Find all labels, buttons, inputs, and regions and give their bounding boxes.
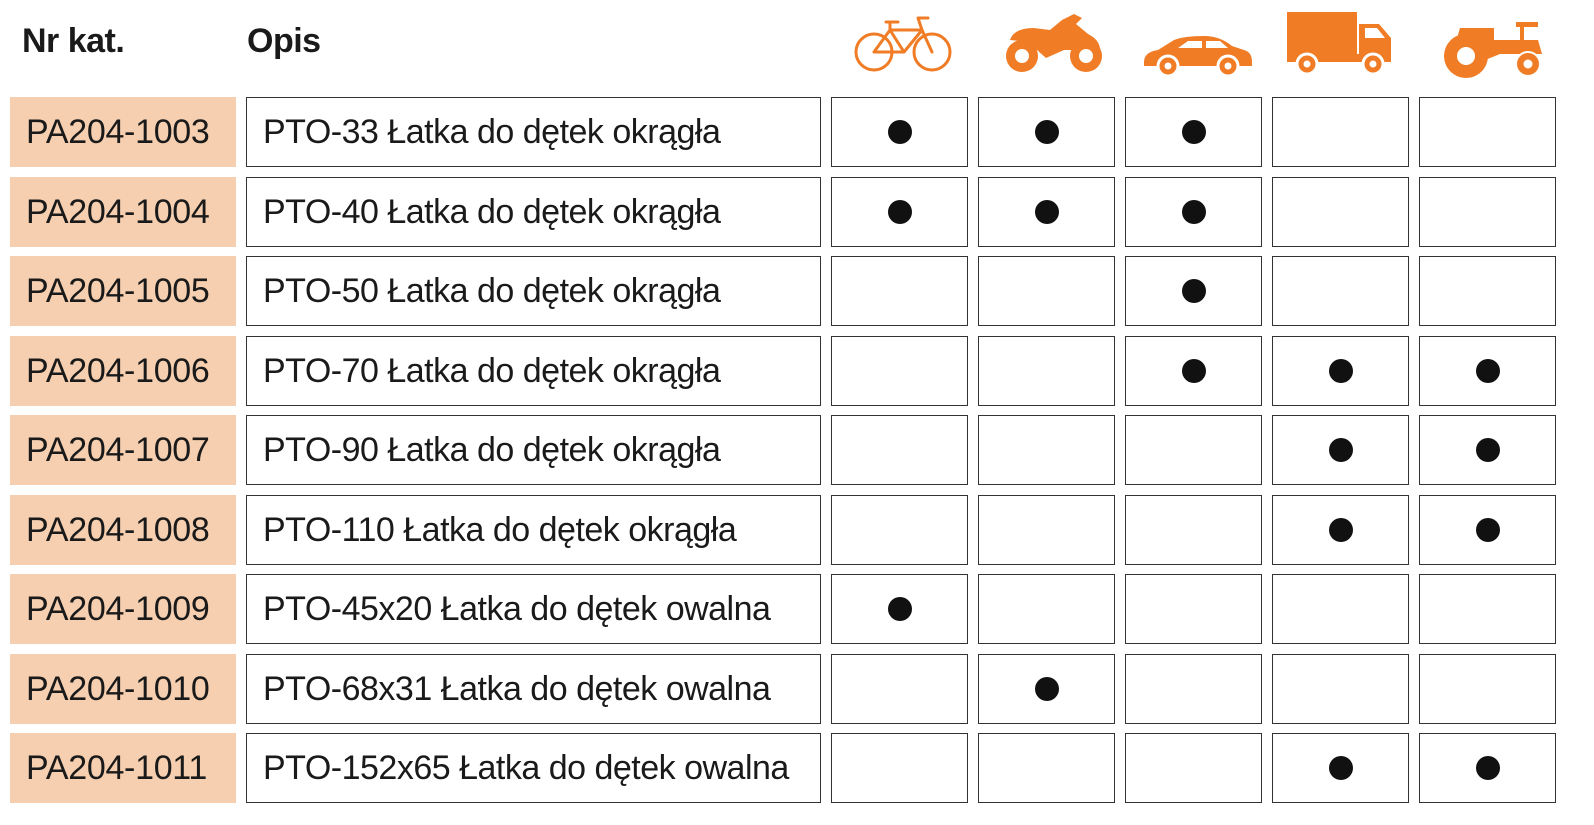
compatibility-cell (1125, 97, 1262, 167)
compatible-dot (1329, 756, 1353, 780)
compatibility-cell (1419, 574, 1556, 644)
compatibility-cell (1272, 574, 1409, 644)
description-cell: PTO-110 Łatka do dętek okrągła (246, 495, 821, 565)
description-cell: PTO-70 Łatka do dętek okrągła (246, 336, 821, 406)
catalog-number-cell: PA204-1004 (10, 177, 236, 247)
compatibility-cell (1272, 336, 1409, 406)
table-row (0, 256, 1594, 328)
catalog-number-cell: PA204-1010 (10, 654, 236, 724)
compatibility-cell (1125, 256, 1262, 326)
compatibility-cell (978, 654, 1115, 724)
compatibility-cell (1272, 415, 1409, 485)
compatibility-cell (1272, 654, 1409, 724)
compatible-dot (1182, 200, 1206, 224)
compatible-dot (1476, 518, 1500, 542)
table-row (0, 654, 1594, 726)
compatibility-cell (1272, 177, 1409, 247)
compatibility-cell (831, 495, 968, 565)
compatibility-cell (831, 654, 968, 724)
description-header: Opis (247, 22, 321, 60)
table-row (0, 336, 1594, 408)
compatibility-cell (1419, 733, 1556, 803)
compatibility-cell (1272, 495, 1409, 565)
compatible-dot (1329, 359, 1353, 383)
compatibility-cell (831, 574, 968, 644)
table-row (0, 495, 1594, 567)
compatibility-cell (831, 256, 968, 326)
compatibility-cell (831, 415, 968, 485)
compatibility-cell (1125, 654, 1262, 724)
tractor-icon (1440, 14, 1546, 78)
compatible-dot (1035, 120, 1059, 144)
table-row (0, 415, 1594, 487)
compatible-dot (1329, 438, 1353, 462)
compatibility-cell (978, 495, 1115, 565)
description-cell: PTO-90 Łatka do dętek okrągła (246, 415, 821, 485)
compatibility-cell (978, 256, 1115, 326)
compatibility-cell (1419, 495, 1556, 565)
description-cell: PTO-33 Łatka do dętek okrągła (246, 97, 821, 167)
compatibility-cell (1272, 97, 1409, 167)
compatible-dot (888, 597, 912, 621)
compatibility-cell (1419, 177, 1556, 247)
compatible-dot (1476, 756, 1500, 780)
compatibility-cell (978, 177, 1115, 247)
compatibility-cell (978, 415, 1115, 485)
compatible-dot (1476, 359, 1500, 383)
description-cell: PTO-68x31 Łatka do dętek owalna (246, 654, 821, 724)
truck-icon (1285, 10, 1395, 76)
catalog-number-cell: PA204-1007 (10, 415, 236, 485)
compatibility-cell (1419, 97, 1556, 167)
table-row (0, 177, 1594, 249)
compatible-dot (1182, 359, 1206, 383)
motorcycle-icon (1004, 10, 1104, 74)
catalog-number-cell: PA204-1008 (10, 495, 236, 565)
compatibility-cell (1125, 177, 1262, 247)
bicycle-icon (852, 12, 954, 76)
compatible-dot (1182, 279, 1206, 303)
catalog-number-cell: PA204-1011 (10, 733, 236, 803)
compatibility-cell (978, 574, 1115, 644)
compatibility-cell (1419, 415, 1556, 485)
description-cell: PTO-50 Łatka do dętek okrągła (246, 256, 821, 326)
compatible-dot (1476, 438, 1500, 462)
compatible-dot (1035, 200, 1059, 224)
description-cell: PTO-45x20 Łatka do dętek owalna (246, 574, 821, 644)
compatibility-cell (978, 336, 1115, 406)
compatibility-cell (1419, 256, 1556, 326)
compatibility-cell (978, 733, 1115, 803)
compatibility-cell (1125, 495, 1262, 565)
description-cell: PTO-40 Łatka do dętek okrągła (246, 177, 821, 247)
compatibility-cell (1125, 574, 1262, 644)
compatibility-cell (831, 733, 968, 803)
compatible-dot (1329, 518, 1353, 542)
compatibility-cell (1125, 415, 1262, 485)
compatible-dot (1182, 120, 1206, 144)
table-row (0, 733, 1594, 805)
compatibility-cell (1125, 733, 1262, 803)
compatibility-cell (978, 97, 1115, 167)
compatibility-cell (1125, 336, 1262, 406)
compatibility-cell (831, 177, 968, 247)
description-cell: PTO-152x65 Łatka do dętek owalna (246, 733, 821, 803)
compatibility-cell (1419, 336, 1556, 406)
catalog-number-cell: PA204-1009 (10, 574, 236, 644)
compatibility-cell (1419, 654, 1556, 724)
catalog-number-header: Nr kat. (22, 22, 125, 60)
compatibility-cell (1272, 256, 1409, 326)
compatible-dot (1035, 677, 1059, 701)
compatible-dot (888, 200, 912, 224)
compatibility-cell (831, 336, 968, 406)
table-row (0, 97, 1594, 169)
car-icon (1140, 34, 1254, 76)
catalog-number-cell: PA204-1006 (10, 336, 236, 406)
compatibility-cell (1272, 733, 1409, 803)
compatible-dot (888, 120, 912, 144)
table-row (0, 574, 1594, 646)
compatibility-cell (831, 97, 968, 167)
catalog-number-cell: PA204-1003 (10, 97, 236, 167)
catalog-number-cell: PA204-1005 (10, 256, 236, 326)
